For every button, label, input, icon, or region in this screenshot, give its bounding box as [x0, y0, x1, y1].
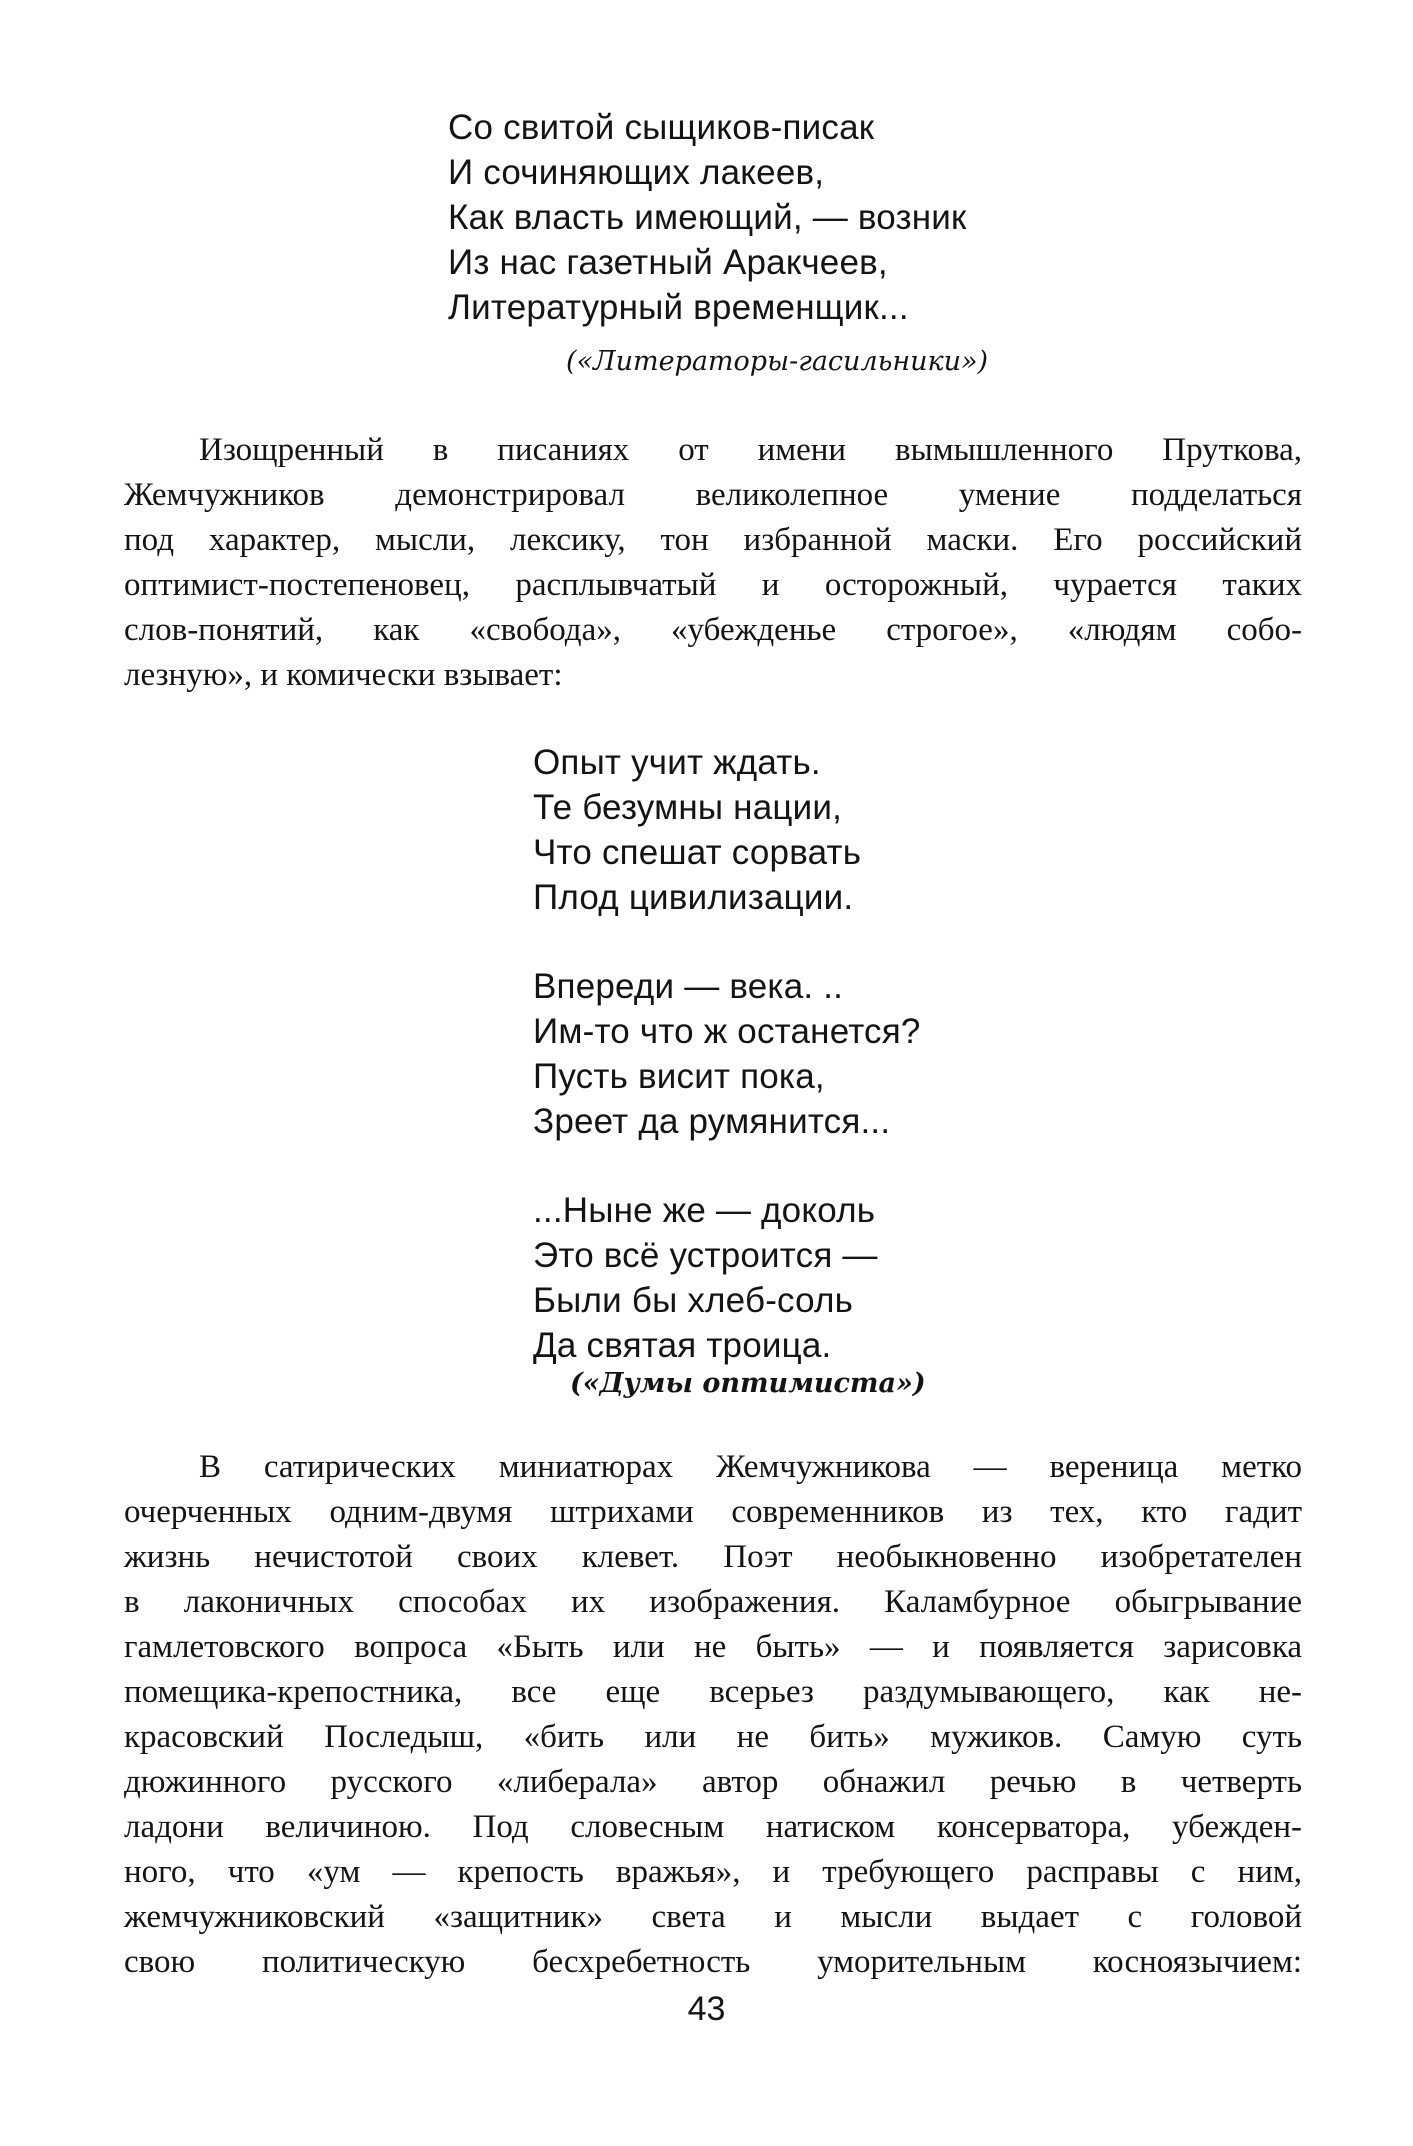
poem-dumy-optimista	[533, 740, 921, 1368]
verse-line: Как власть имеющий, — возник	[448, 198, 967, 237]
verse-line: ...Ныне же — доколь	[533, 1191, 876, 1230]
stanza	[533, 964, 921, 1144]
text-line: под характер, мысли, лексику, тон избранной маски. Его российский	[124, 522, 1302, 558]
text-line: ладони величиною. Под словесным натиском консерватора, убежден-	[124, 1809, 1302, 1845]
verse-line: Со свитой сыщиков-писак	[448, 108, 875, 147]
text-line: в лаконичных способах их изображения. Каламбурное обыгрывание	[124, 1584, 1302, 1620]
verse-line: Им-то что ж останется?	[533, 1012, 921, 1051]
text-line: ного, что «ум — крепость вражья», и требующего расправы с ним,	[124, 1854, 1302, 1890]
verse-line: Зреет да румянится...	[533, 1102, 891, 1141]
verse-line: Из нас газетный Аракчеев,	[448, 243, 888, 282]
text-line: помещика-крепостника, все еще всерьез раздумывающего, как не-	[124, 1674, 1302, 1710]
page-number: 43	[687, 1990, 726, 2028]
text-line: Жемчужников демонстрировал великолепное умение подделаться	[124, 477, 1302, 513]
text-line: лезную», и комически взывает:	[124, 657, 563, 693]
paragraph	[124, 1445, 1302, 1985]
text-line: жемчужниковский «защитник» света и мысли выдает с головой	[124, 1899, 1302, 1935]
verse-line: Литературный временщик...	[448, 288, 909, 327]
text-line: оптимист-постепеновец, расплывчатый и осторожный, чурается таких	[124, 567, 1302, 603]
poem-caption: («Думы оптимиста»)	[570, 1368, 926, 1399]
verse-line: Пусть висит пока,	[533, 1057, 825, 1096]
poem-caption: («Литераторы-гасильники»)	[566, 346, 989, 377]
text-line: Изощренный в писаниях от имени вымышленного Пруткова,	[199, 432, 1302, 468]
verse-line: И сочиняющих лакеев,	[448, 153, 825, 192]
verse-line: Плод цивилизации.	[533, 878, 854, 917]
poem-literatory-gasilniki	[448, 105, 967, 330]
stanza	[533, 1188, 921, 1368]
text-line: слов-понятий, как «свобода», «убежденье строгое», «людям собо-	[124, 612, 1302, 648]
verse-line: Те безумны нации,	[533, 788, 843, 827]
text-line: жизнь нечистотой своих клевет. Поэт необыкновенно изобретателен	[124, 1539, 1302, 1575]
text-line: дюжинного русского «либерала» автор обнажил речью в четверть	[124, 1764, 1302, 1800]
text-line: очерченных одним-двумя штрихами современников из тех, кто гадит	[124, 1494, 1302, 1530]
verse-line: Это всё устроится —	[533, 1236, 878, 1275]
stanza	[533, 740, 921, 920]
verse-line: Были бы хлеб-соль	[533, 1281, 854, 1320]
text-line: свою политическую бесхребетность уморительным косноязычием:	[124, 1944, 1302, 1980]
text-line: красовский Последыш, «бить или не бить» мужиков. Самую суть	[124, 1719, 1302, 1755]
verse-line: Опыт учит ждать.	[533, 743, 821, 782]
verse-line: Впереди — века. ..	[533, 967, 844, 1006]
paragraph	[124, 428, 1302, 698]
text-line: В сатирических миниатюрах Жемчужникова — вереница метко	[199, 1449, 1302, 1485]
verse-line: Что спешат сорвать	[533, 833, 862, 872]
verse-line: Да святая троица.	[533, 1326, 832, 1365]
text-line: гамлетовского вопроса «Быть или не быть» — и появляется зарисовка	[124, 1629, 1302, 1665]
